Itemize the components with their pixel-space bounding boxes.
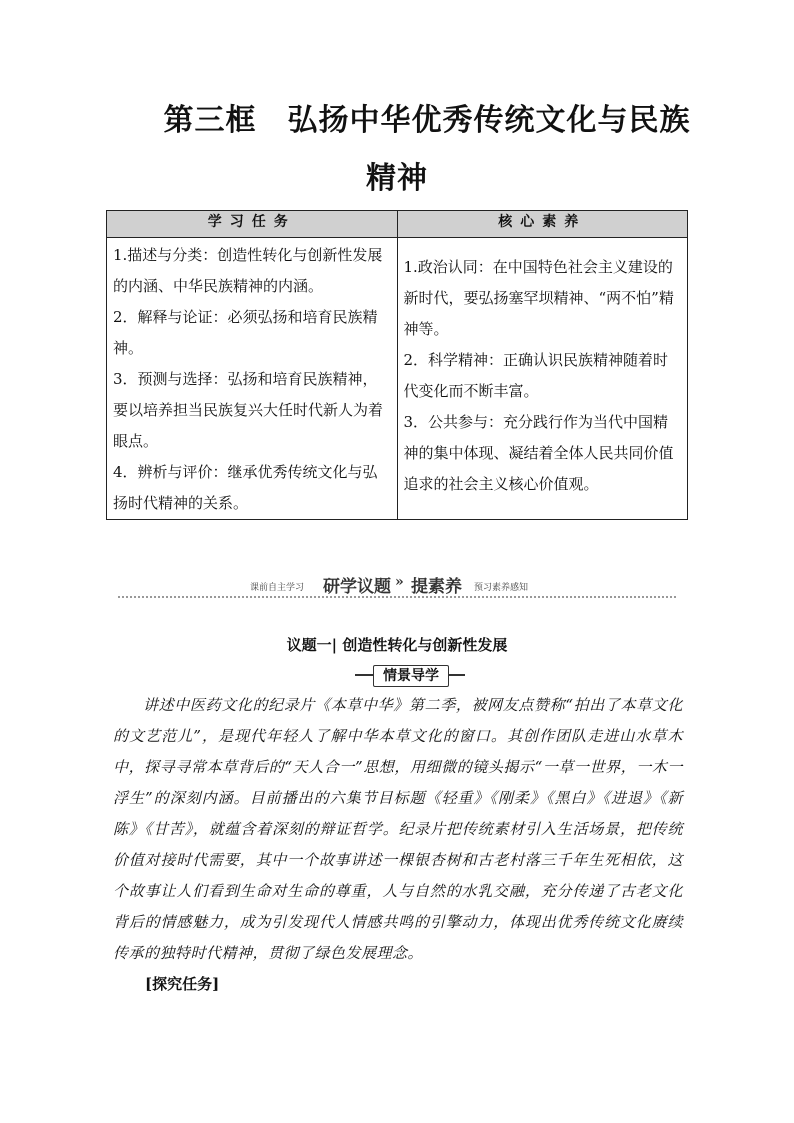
banner-main-title-2: 提素养 <box>411 577 462 597</box>
header-learning-tasks: 学习任务 <box>107 211 398 238</box>
section-banner <box>118 572 676 600</box>
scene-label: 情景导学 <box>373 665 449 687</box>
competency-item: 1.政治认同：在中国特色社会主义建设的新时代，要弘扬塞罕坝精神、“两不怕”精神等。 <box>403 258 674 338</box>
banner-main-title: 研学议题 <box>323 577 391 597</box>
core-competencies-cell <box>397 238 688 520</box>
page-title-line2: 精神 <box>366 161 428 196</box>
issue-title: 议题一| 创造性转化与创新性发展 <box>286 636 508 654</box>
explore-task-label: [探究任务] <box>145 975 220 993</box>
competency-item: 3．公共参与：充分践行作为当代中国精神的集中体现、凝结着全体人民共同价值追求的社会主义核心价值观。 <box>403 413 674 493</box>
competency-item: 2．科学精神：正确认识民族精神随着时代变化而不断丰富。 <box>403 351 669 400</box>
header-core-competencies: 核心素养 <box>397 211 688 238</box>
scenario-paragraph: 讲述中医药文化的纪录片《本草中华》第二季，被网友点赞称“拍出了本草文化的文艺范儿”，是现代年轻人了解中华本草文化的窗口。其创作团队走进山水草木中，探寻寻常本草背后的“天人合一”思想，用细微的镜头揭示“一草一世界，一木一浮生”的深刻内涵。目前播出的六集节目标题《轻重》《刚柔》《黑白》《进退》《新陈》《甘苦》，就蕴含着深刻的辩证哲学。纪录片把传统素材引入生活场景，把传统价值对接时代需要，其中一个故事讲述一棵银杏树和古老村落三千年生死相依，这个故事让人们看到生命对生命的尊重，人与自然的水乳交融，充分传递了古老文化背后的情感魅力，成为引发现代人情感共鸣的引擎动力，体现出优秀传统文化赓续传承的独特时代精神，贯彻了绿色发展理念。 <box>113 696 683 962</box>
banner-right-caption: 预习素养感知 <box>474 583 529 593</box>
page-title-line1: 第三框 弘扬中华优秀传统文化与民族 <box>163 103 691 138</box>
learning-tasks-cell <box>107 238 398 520</box>
banner-left-caption: 课前自主学习 <box>250 583 305 593</box>
learning-task-item: 1.描述与分类：创造性转化与创新性发展的内涵、中华民族精神的内涵。 <box>113 246 383 295</box>
scene-label-box <box>355 665 465 685</box>
goals-table <box>106 210 688 520</box>
learning-task-item: 3．预测与选择：弘扬和培育民族精神，要以培养担当民族复兴大任时代新人为着眼点。 <box>113 370 384 450</box>
learning-task-item: 2．解释与论证：必须弘扬和培育民族精神。 <box>113 308 378 357</box>
banner-arrow-icon: » <box>395 574 404 590</box>
learning-task-item: 4．辨析与评价：继承优秀传统文化与弘扬时代精神的关系。 <box>113 463 378 512</box>
banner-divider <box>118 596 676 598</box>
